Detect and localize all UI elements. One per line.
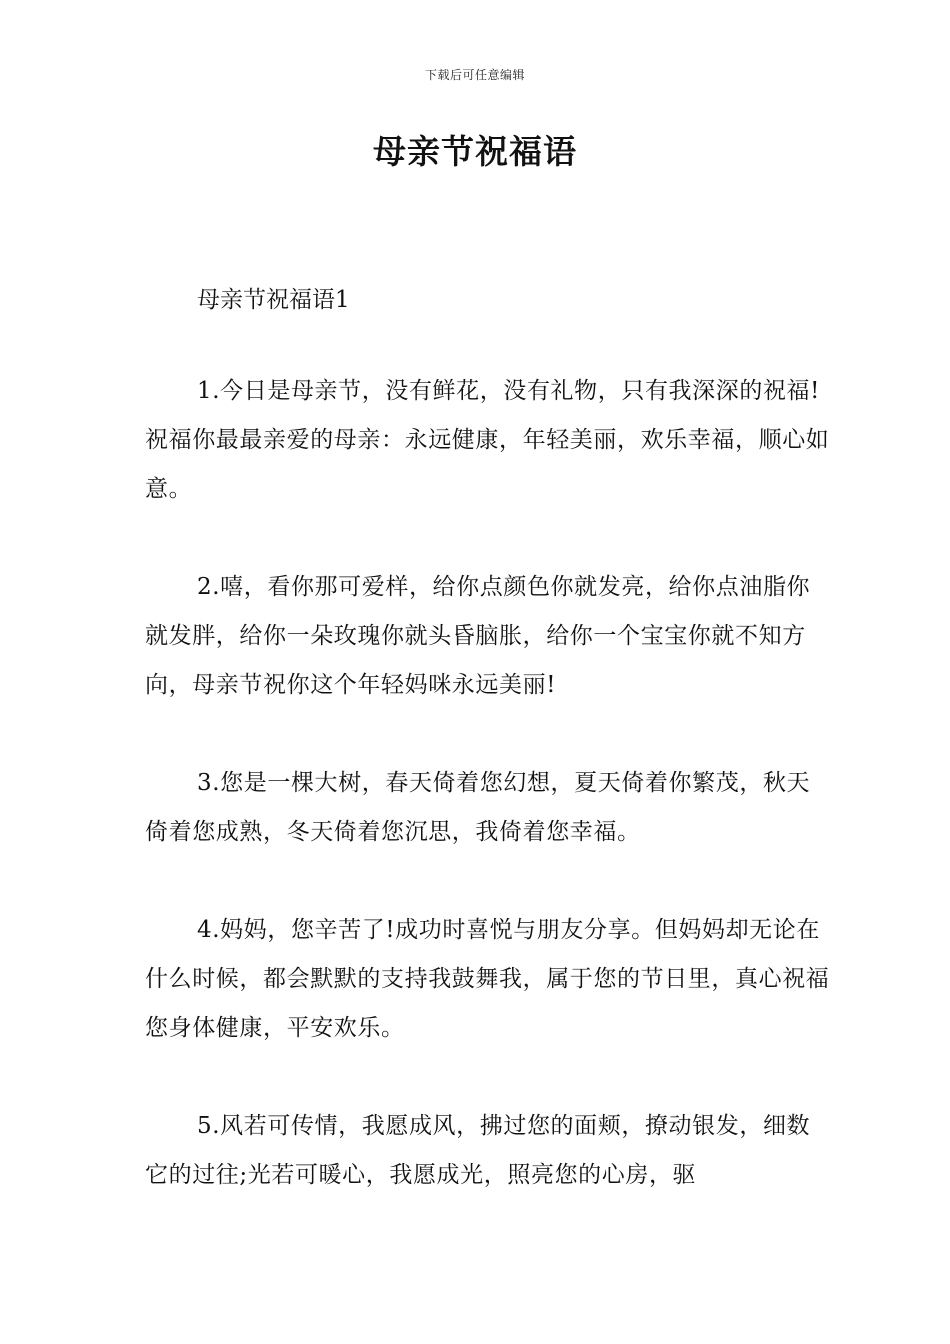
paragraph-2: 2.嘻，看你那可爱样，给你点颜色你就发亮，给你点油脂你就发胖，给你一朵玫瑰你就头昏脑胀，给你一个宝宝你就不知方向，母亲节祝你这个年轻妈咪永远美丽! [145, 574, 811, 698]
paragraph-1: 1.今日是母亲节，没有鲜花，没有礼物，只有我深深的祝福!祝福你最最亲爱的母亲：永远健康，年轻美丽，欢乐幸福，顺心如意。 [145, 378, 830, 502]
paragraph-spacer [145, 710, 830, 759]
paragraph-spacer [145, 1053, 830, 1102]
paragraph-5: 5.风若可传情，我愿成风，拂过您的面颊，撩动银发，细数它的过往;光若可暖心，我愿成光，照亮您的心房，驱 [145, 1113, 811, 1188]
document-title: 母亲节祝福语 [373, 132, 577, 171]
paragraph-spacer [145, 330, 830, 367]
paragraph-spacer [145, 514, 830, 563]
paragraph-4: 4.妈妈，您辛苦了!成功时喜悦与朋友分享。但妈妈却无论在什么时候，都会默默的支持我鼓舞我，属于您的节日里，真心祝福您身体健康，平安欢乐。 [145, 917, 830, 1041]
header-note: 下载后可任意编辑 [424, 68, 525, 82]
section-subtitle: 母亲节祝福语1 [197, 287, 350, 313]
paragraph-spacer [145, 857, 830, 906]
document-body [145, 270, 830, 1200]
paragraph-3: 3.您是一棵大树，春天倚着您幻想，夏天倚着你繁茂，秋天倚着您成熟，冬天倚着您沉思，我倚着您幸福。 [145, 770, 811, 845]
